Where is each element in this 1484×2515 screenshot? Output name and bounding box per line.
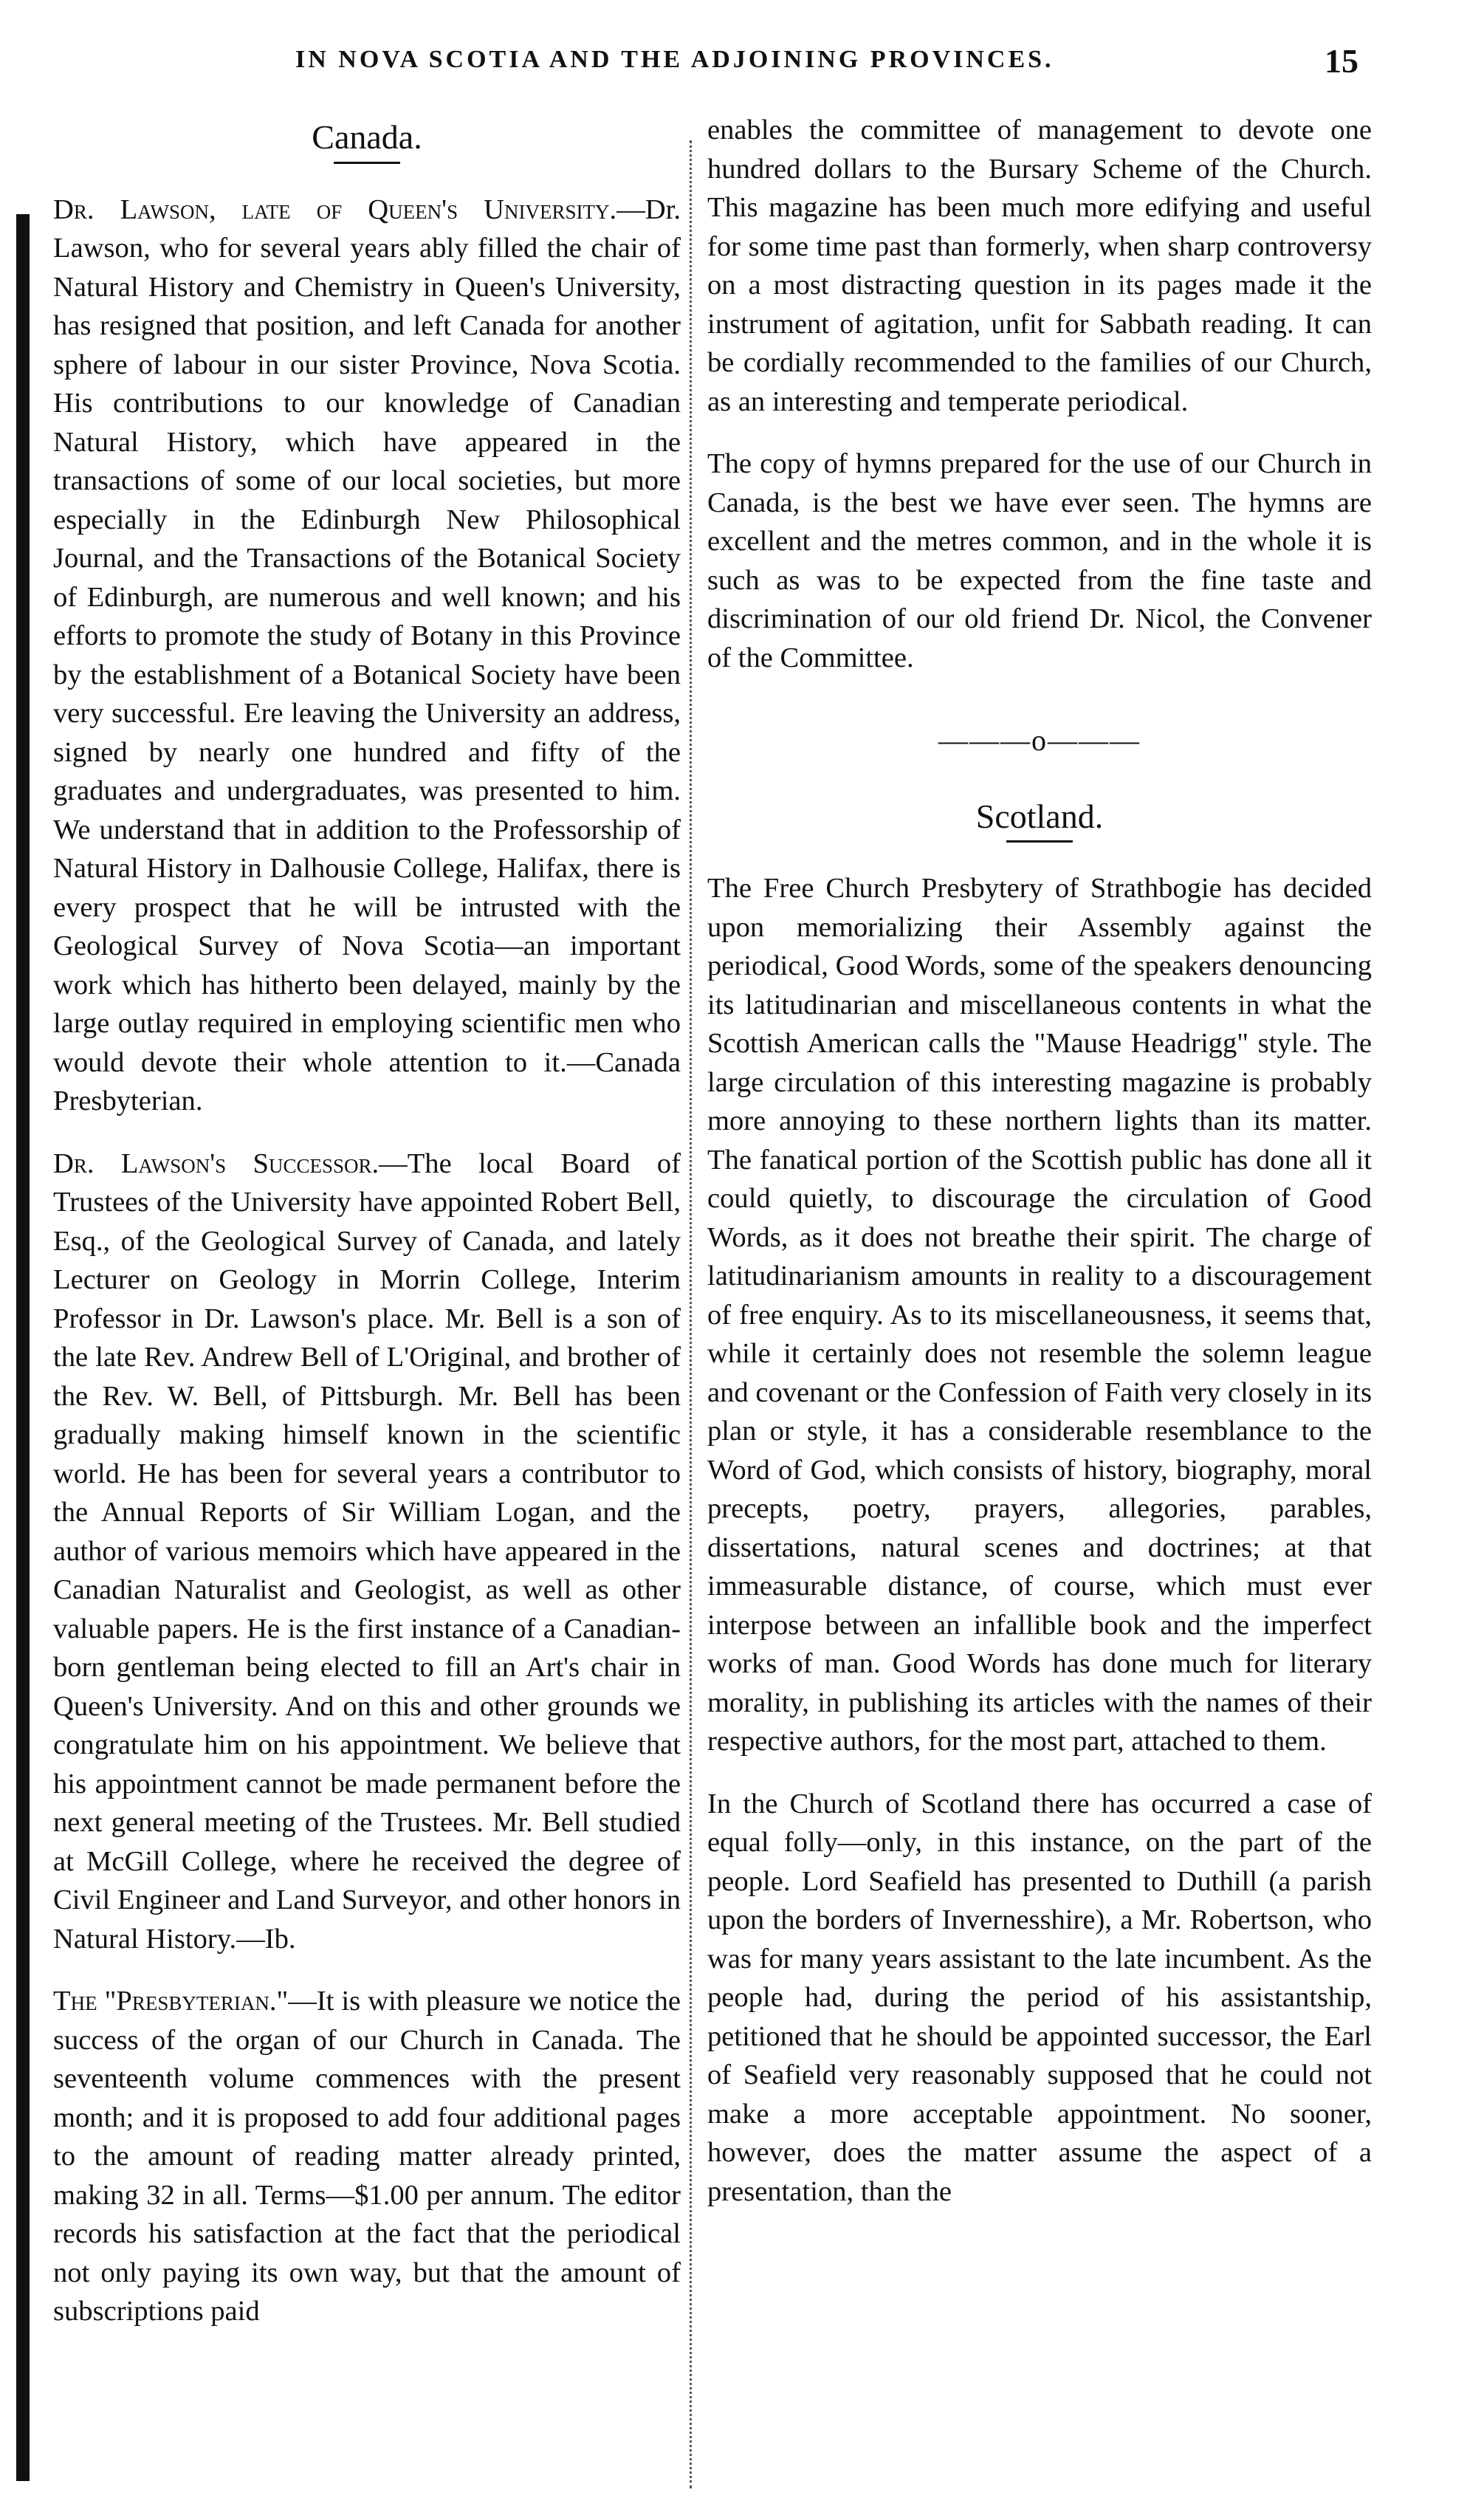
article-lede: The "Presbyterian." [53, 1986, 289, 2017]
article-presbyterian [53, 1982, 681, 2331]
article-body: —It is with pleasure we notice the success of the organ of our Church in Canada. The seventeenth volume commences with the present month; and it is proposed to add four additional pages to the amount of reading matter already printed, making 32 in all. Terms—$1.00 per annum. The editor records his satisfaction at the fact that the periodical not only paying its own way, but that the amount of subscriptions paid [53, 1986, 681, 2327]
page-number: 15 [1325, 42, 1358, 80]
left-margin-bar [16, 214, 30, 2481]
column-divider [690, 140, 692, 2488]
title-rule [1006, 840, 1073, 843]
section-title-scotland: Scotland. [975, 797, 1104, 835]
article-presbyterian-continued: enables the committee of management to devote one hundred dollars to the Bursary Scheme of the Church. This magazine has been much more edifying and useful for some time past than formerly, when sharp controversy on a most distracting question in its pages made it the instrument of agitation, unfit for Sabbath reading. It can be cordially recommended to the families of our Church, as an interesting and temperate periodical. [707, 114, 1372, 417]
article-duthill: In the Church of Scotland there has occurred a case of equal folly—only, in this instance, on the part of the people. Lord Seafield has presented to Duthill (a parish upon the borders of Invernesshire), a Mr. Robertson, who was for many years assistant to the late incumbent. As the people had, during the period of his assistantship, petitioned that he should be appointed successor, the Earl of Seafield very reasonably supposed that he could not make a more acceptable appointment. No sooner, however, does the matter assume the aspect of a presentation, than the [707, 1788, 1372, 2207]
section-title-canada: Canada. [312, 118, 422, 156]
article-hymns: The copy of hymns prepared for the use of our Church in Canada, is the best we have ever seen. The hymns are excellent and the metres common, and in the whole it is such as was to be expected from the fine taste and discrimination of our old friend Dr. Nicol, the Convener of the Committee. [707, 448, 1372, 673]
running-header [295, 42, 1358, 80]
article-lede: Dr. Lawson's Successor. [53, 1147, 379, 1179]
article-good-words: The Free Church Presbytery of Strathbogie has decided upon memorializing their Assembly against the periodical, Good Words, some of the speakers denouncing its latitudinarian and miscellaneous contents in what the Scottish American calls the "Mause Headrigg" style. The large circulation of this interesting magazine is probably more annoying to these northern lights than its matter. The fanatical portion of the Scottish public has done all it could quietly, to discourage the circulation of Good Words, as it does not breathe their spirit. The charge of latitudinarianism amounts in reality to a discouragement of free enquiry. As to its miscellaneousness, it seems that, while it certainly does not resemble the solemn league and covenant or the Confession of Faith very closely in its plan or style, it has a considerable resemblance to the Word of God, which consists of history, biography, moral precepts, poetry, prayers, allegories, parables, dissertations, natural scenes and doctrines; at that immeasurable distance, of course, which must ever interpose between an infallible book and the imperfect works of man. Good Words has done much for literary morality, in publishing its articles with the names of their respective authors, for the most part, attached to them. [707, 873, 1372, 1757]
article-body: —Dr. Lawson, who for several years ably filled the chair of Natural History and Chemistry in Queen's University, has resigned that position, and left Canada for another sphere of labour in our sister Province, Nova Scotia. His contributions to our knowledge of Canadian Natural History, which have appeared in the transactions of some of our local societies, but more especially in the Edinburgh New Philosophical Journal, and the Transactions of the Botanical Society of Edinburgh, are numerous and well known; and his efforts to promote the study of Botany in this Province by the establishment of a Botanical Society have been very successful. Ere leaving the University an address, signed by nearly one hundred and fifty of the graduates and undergraduates, was presented to him. We understand that in addition to the Professorship of Natural History in Dalhousie College, Halifax, there is every prospect that he will be intrusted with the Geological Survey of Nova Scotia—an important work which has hitherto been delayed, mainly by the large outlay required in employing scientific men who would devote their whole attention to it.—Canada Presbyterian. [53, 193, 681, 1116]
right-column [707, 111, 1372, 2234]
running-title: IN NOVA SCOTIA AND THE ADJOINING PROVINCES. [295, 46, 1054, 73]
article-lawson-successor [53, 1145, 681, 1959]
article-lawson [53, 191, 681, 1121]
title-rule [334, 162, 400, 164]
article-lede: Dr. Lawson, late of Queen's University. [53, 193, 617, 225]
left-column [53, 111, 681, 2355]
section-ornament: ———o——— [938, 724, 1141, 757]
article-body: —The local Board of Trustees of the University have appointed Robert Bell, Esq., of the Geological Survey of Canada, and lately Lecturer on Geology in Morrin College, Interim Professor in Dr. Lawson's place. Mr. Bell is a son of the late Rev. Andrew Bell of L'Original, and brother of the Rev. W. Bell, of Pittsburgh. Mr. Bell has been gradually making himself known in the scientific world. He has been for several years a contributor to the Annual Reports of Sir William Logan, and the author of various memoirs which have appeared in the Canadian Naturalist and Geologist, as well as other valuable papers. He is the first instance of a Canadian-born gentleman being elected to fill an Art's chair in Queen's University. And on this and other grounds we congratulate him on his appointment. We believe that his appointment cannot be made permanent before the next general meeting of the Trustees. Mr. Bell studied at McGill College, where he received the degree of Civil Engineer and Land Surveyor, and other honors in Natural History.—Ib. [53, 1147, 681, 1955]
